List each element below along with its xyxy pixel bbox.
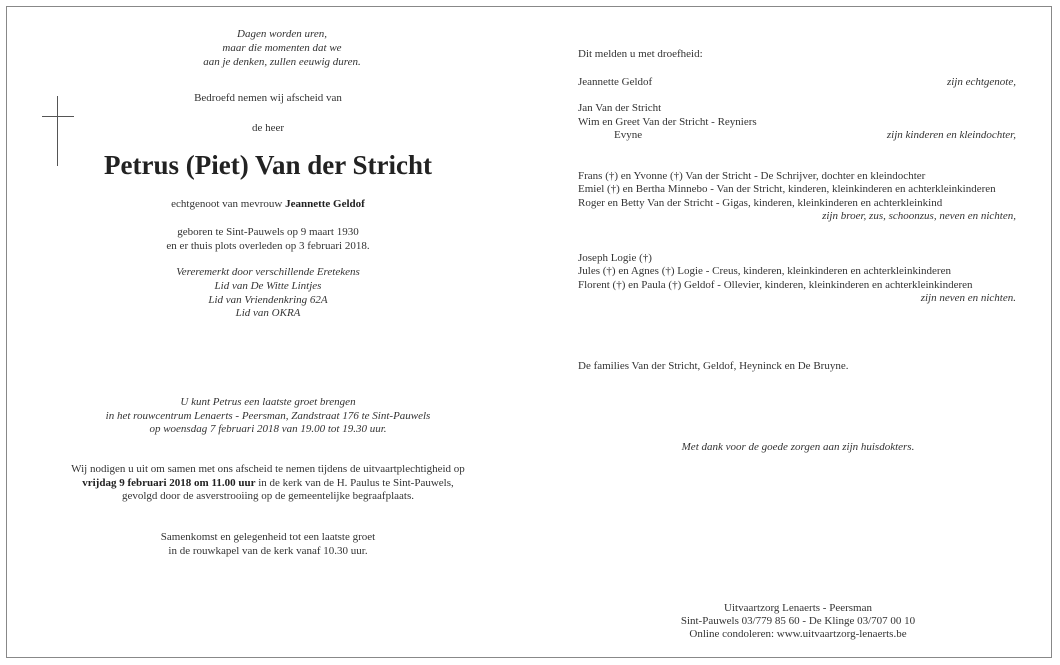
mourner: Emiel (†) en Bertha Minnebo - Van der Stricht, kinderen, kleinkinderen en achterkleinkinderen: [578, 183, 996, 195]
poem-line: Dagen worden uren,: [237, 28, 327, 40]
cross-icon-bar: [42, 116, 74, 117]
mourner: Florent (†) en Paula (†) Geldof - Ollevier, kinderen, kleinkinderen en achterkleinkinderen: [578, 279, 973, 291]
mourner: Frans (†) en Yvonne (†) Van der Stricht - De Schrijver, dochter en kleindochter: [578, 170, 926, 182]
undertaker-line: Sint-Pauwels 03/779 85 60 - De Klinge 03/707 00 10: [680, 615, 916, 627]
gathering-line: in de rouwkapel van de kerk vanaf 10.30 uur.: [168, 545, 368, 557]
poem-line: maar die momenten dat we: [222, 42, 342, 54]
mourner: Jan Van der Stricht: [578, 102, 662, 114]
honor-line: Lid van De Witte Lintjes: [214, 280, 322, 292]
honor-line: Vereremerkt door verschillende Eretekens: [176, 266, 360, 278]
families-line: De families Van der Stricht, Geldof, Heyninck en De Bruyne.: [578, 360, 849, 372]
spouse-name: Jeannette Geldof: [285, 198, 365, 210]
funeral-line: gevolgd door de asverstrooiing op de gemeentelijke begraafplaats.: [121, 490, 415, 502]
thanks-line: Met dank voor de goede zorgen aan zijn huisdokters.: [681, 441, 915, 453]
relation-note: zijn broer, zus, schoonzus, neven en nichten,: [822, 210, 1016, 222]
spouse-line: echtgenoot van mevrouw Jeannette Geldof: [171, 198, 365, 210]
gathering-line: Samenkomst en gelegenheid tot een laatste groet: [160, 531, 376, 543]
funeral-date: vrijdag 9 februari 2018 om 11.00 uur: [82, 477, 256, 489]
mourner: Wim en Greet Van der Stricht - Reyniers: [578, 116, 757, 128]
funeral-line: vrijdag 9 februari 2018 om 11.00 uur in de kerk van de H. Paulus te Sint-Pauwels,: [82, 477, 454, 489]
funeral-line: Wij nodigen u uit om samen met ons afscheid te nemen tijdens de uitvaartplechtigheid op: [71, 463, 465, 475]
relation-note: zijn neven en nichten.: [920, 292, 1016, 304]
relation-note: zijn kinderen en kleindochter,: [886, 129, 1016, 141]
deceased-name: Petrus (Piet) Van der Stricht: [104, 150, 432, 180]
poem-line: aan je denken, zullen eeuwig duren.: [203, 56, 361, 68]
undertaker-line: Online condoleren: www.uitvaartzorg-lenaerts.be: [689, 628, 907, 640]
visit-line: U kunt Petrus een laatste groet brengen: [180, 396, 356, 408]
honor-line: Lid van OKRA: [235, 307, 301, 319]
funeral-card: [6, 6, 1052, 658]
mourner: Evyne: [614, 129, 643, 141]
mourner: Roger en Betty Van der Stricht - Gigas, kinderen, kleinkinderen en achterkleinkind: [578, 197, 943, 209]
mourner: Joseph Logie (†): [578, 252, 652, 264]
visit-line: op woensdag 7 februari 2018 van 19.00 tot 19.30 uur.: [149, 423, 387, 435]
mourner: Jeannette Geldof: [578, 76, 653, 88]
mourner: Jules (†) en Agnes (†) Logie - Creus, kinderen, kleinkinderen en achterkleinkinderen: [578, 265, 951, 277]
born-line: geboren te Sint-Pauwels op 9 maart 1930: [177, 226, 359, 238]
relation-note: zijn echtgenote,: [946, 76, 1016, 88]
honor-line: Lid van Vriendenkring 62A: [208, 294, 328, 306]
undertaker-line: Uitvaartzorg Lenaerts - Peersman: [724, 602, 872, 614]
intro-text: Bedroefd nemen wij afscheid van: [194, 92, 342, 104]
died-line: en er thuis plots overleden op 3 februari 2018.: [166, 240, 370, 252]
visit-line: in het rouwcentrum Lenaerts - Peersman, Zandstraat 176 te Sint-Pauwels: [105, 410, 431, 422]
salutation: de heer: [251, 122, 285, 134]
mourners-heading: Dit melden u met droefheid:: [578, 48, 703, 60]
cross-icon: [57, 96, 58, 166]
